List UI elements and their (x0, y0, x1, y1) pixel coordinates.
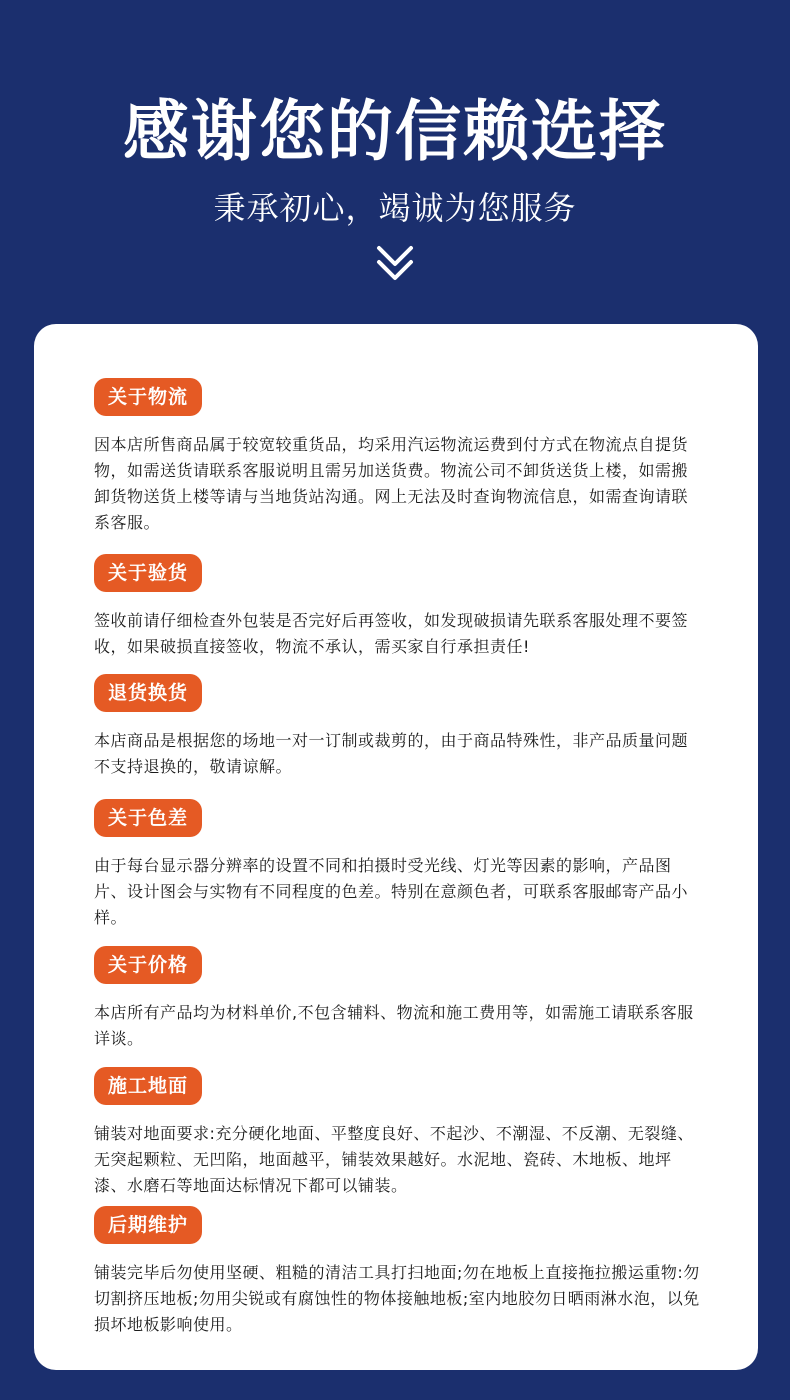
section-text: 由于每台显示器分辨率的设置不同和拍摄时受光线、灯光等因素的影响，产品图片、设计图会与实物有不同程度的色差。特别在意颜色者，可联系客服邮寄产品小样。 (94, 856, 689, 927)
page-subtitle: 秉承初心，竭诚为您服务 (213, 189, 577, 227)
section-text: 签收前请仔细检查外包装是否完好后再签收，如发现破损请先联系客服处理不要签收，如果破损直接签收，物流不承认，需买家自行承担责任! (94, 611, 689, 656)
section-price (94, 946, 704, 1052)
section-color-difference (94, 799, 704, 931)
page-title: 感谢您的信赖选择 (123, 93, 667, 170)
section-badge: 关于价格 (94, 946, 202, 984)
info-card (34, 324, 758, 1370)
section-returns (94, 674, 704, 780)
section-badge: 关于物流 (94, 378, 202, 416)
double-chevron-down-icon (376, 244, 414, 284)
section-text: 铺装对地面要求:充分硬化地面、平整度良好、不起沙、不潮湿、不反潮、无裂缝、无突起颗粒、无凹陷，地面越平，铺装效果越好。水泥地、瓷砖、木地板、地坪漆、水磨石等地面达标情况下都可以铺装。 (94, 1124, 694, 1195)
section-badge: 退货换货 (94, 674, 202, 712)
section-logistics (94, 378, 704, 536)
section-badge: 关于验货 (94, 554, 202, 592)
section-inspection (94, 554, 704, 660)
section-text: 本店商品是根据您的场地一对一订制或裁剪的，由于商品特殊性，非产品质量问题不支持退换的，敬请谅解。 (94, 731, 689, 776)
section-badge: 施工地面 (94, 1067, 202, 1105)
section-installation-floor (94, 1067, 704, 1199)
section-text: 因本店所售商品属于较宽较重货品，均采用汽运物流运费到付方式在物流点自提货物，如需送货请联系客服说明且需另加送货费。物流公司不卸货送货上楼，如需搬卸货物送货上楼等请与当地货站沟通。网上无法及时查询物流信息，如需查询请联系客服。 (94, 435, 689, 532)
section-text: 本店所有产品均为材料单价,不包含辅料、物流和施工费用等，如需施工请联系客服详谈。 (94, 1003, 694, 1048)
section-badge: 后期维护 (94, 1206, 202, 1244)
section-maintenance (94, 1206, 704, 1338)
section-badge: 关于色差 (94, 799, 202, 837)
section-text: 铺装完毕后勿使用坚硬、粗糙的清洁工具打扫地面;勿在地板上直接拖拉搬运重物:勿切割挤压地板;勿用尖锐或有腐蚀性的物体接触地板;室内地胶勿日晒雨淋水泡，以免损坏地板影响使用。 (94, 1263, 700, 1334)
